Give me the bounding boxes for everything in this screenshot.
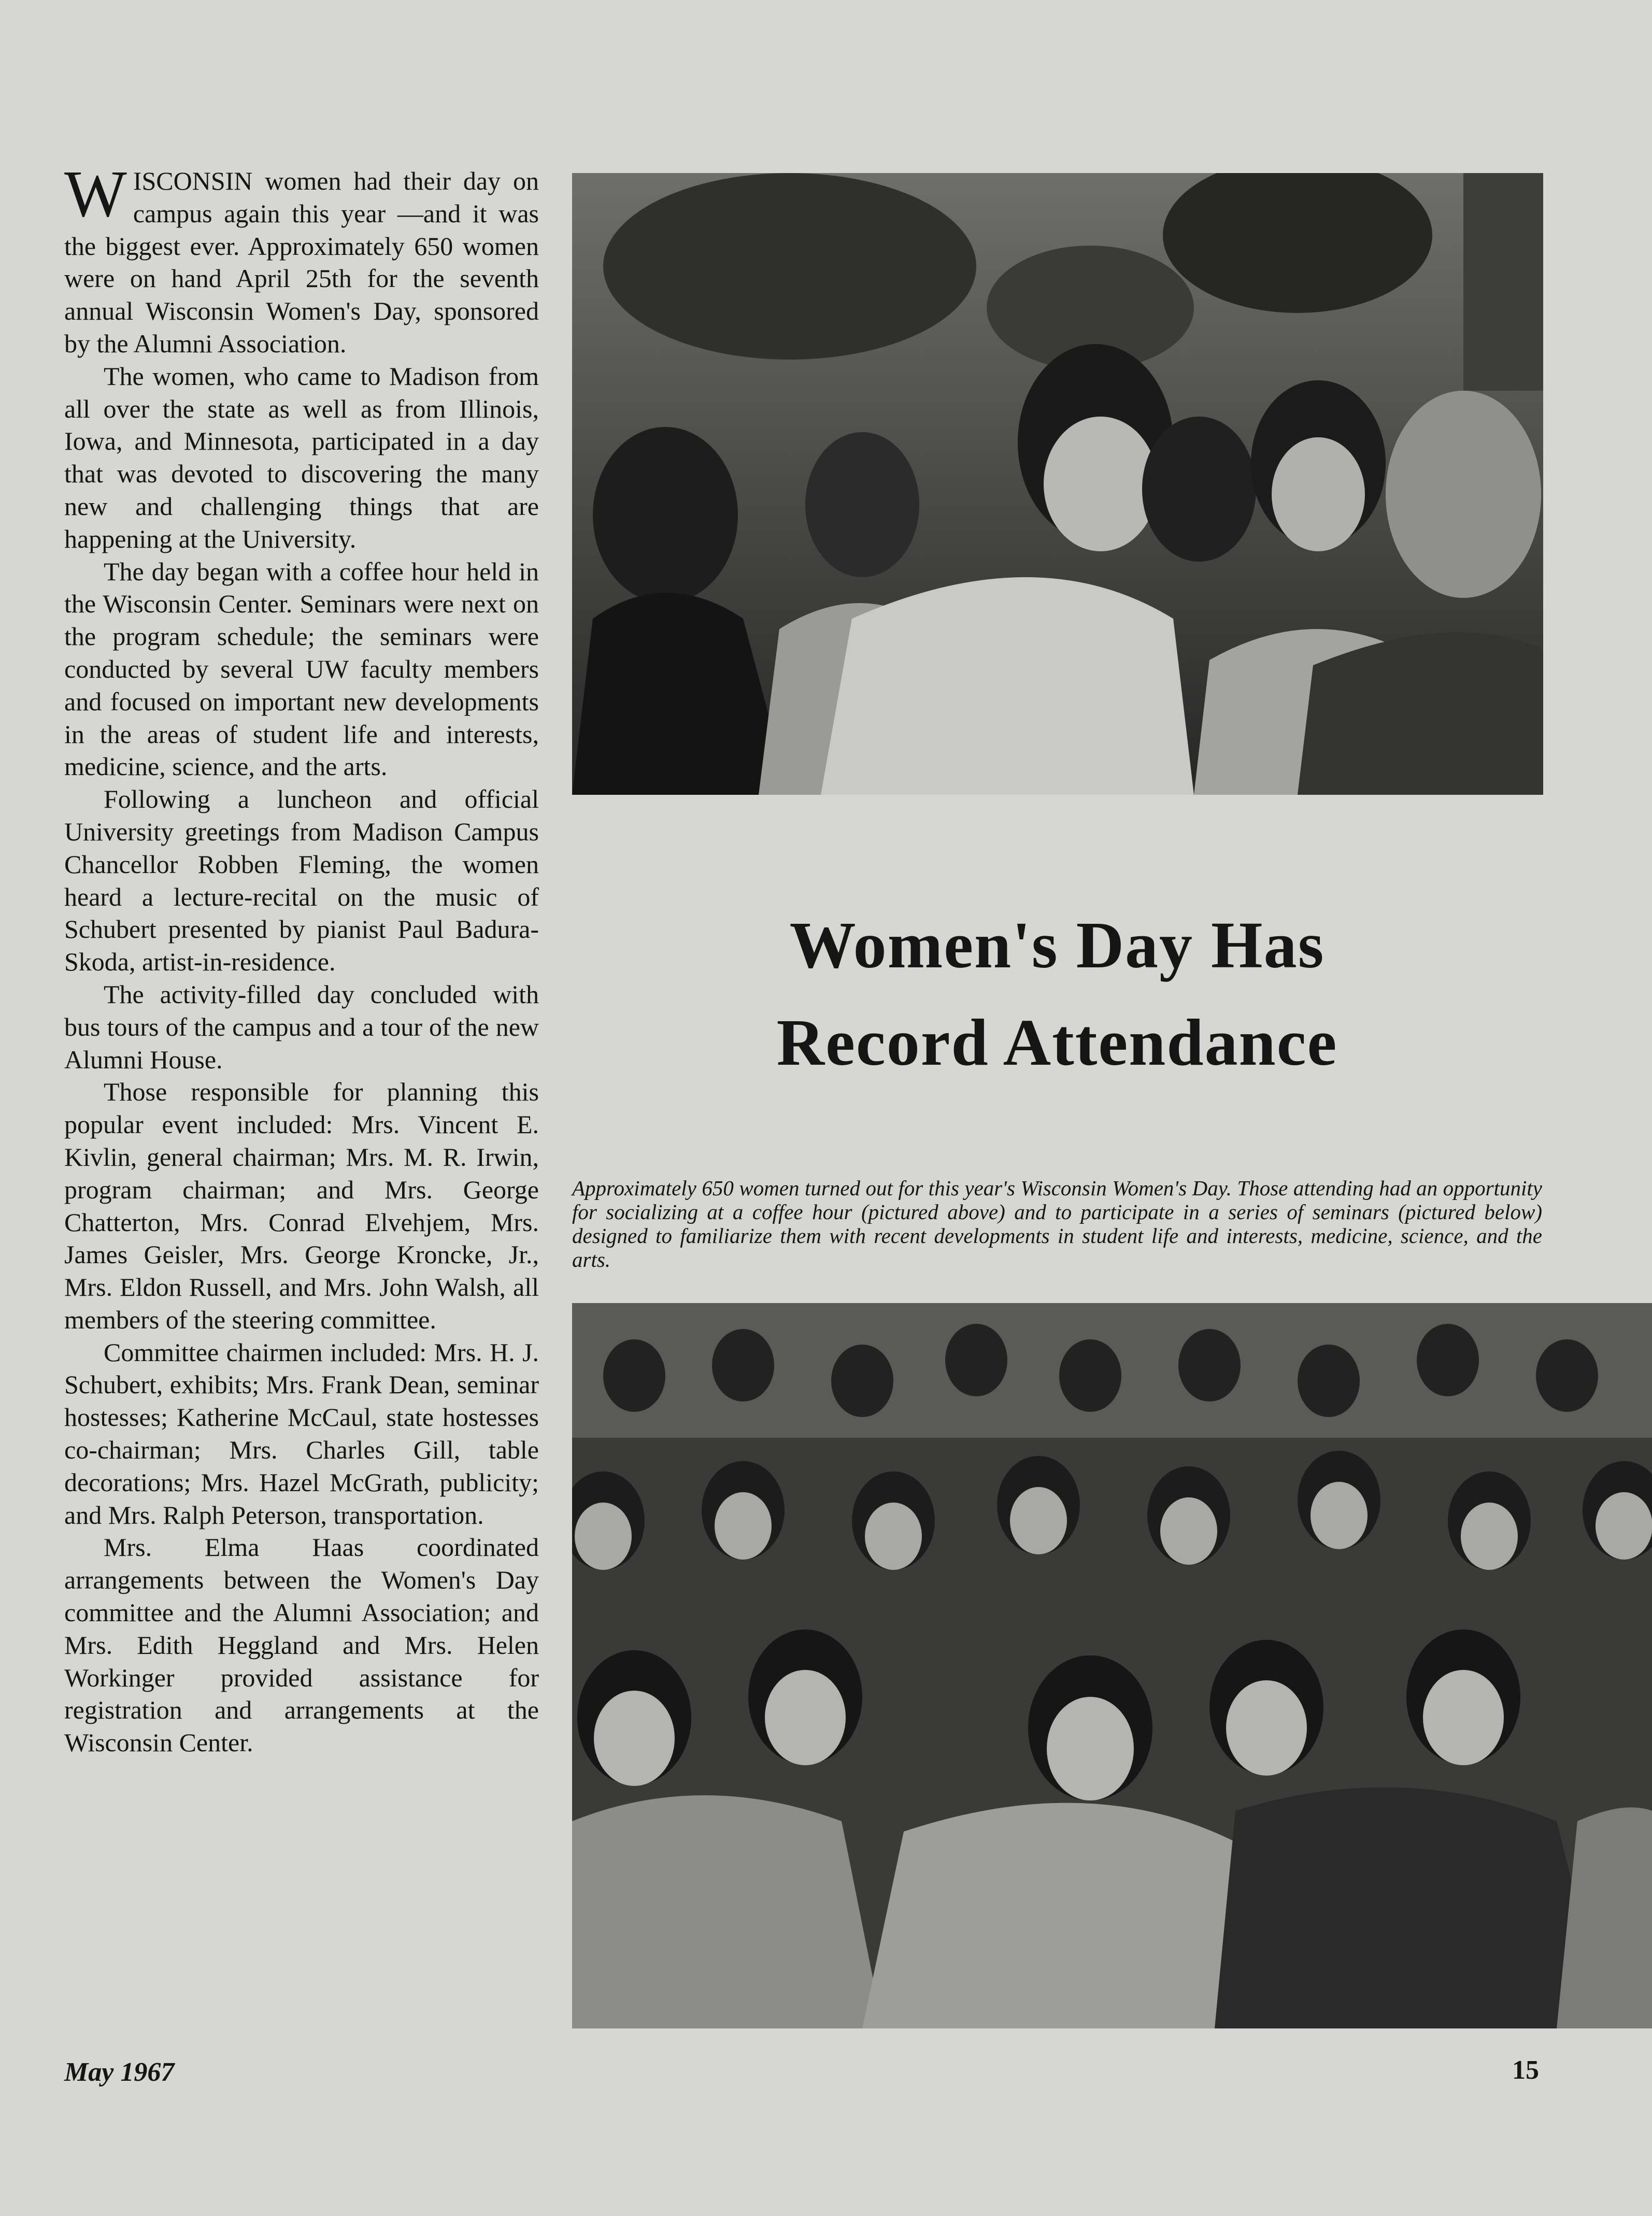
issue-date: May 1967	[64, 2057, 175, 2087]
article-paragraph: The day began with a coffee hour held in the Wisconsin Center. Seminars were next on the program schedule; the seminars were conducted by several UW faculty members and focused on important new developments in the areas of student life and interests, medicine, science, and the arts.	[64, 556, 539, 781]
coffee-hour-photo	[572, 173, 1543, 795]
article-body	[64, 157, 539, 1759]
article-paragraph: WISCONSIN women had their day on campus again this year —and it was the biggest ever. Approximately 650 women were on hand April 25th for the seventh annual Wisconsin Women's Day, sponsored by the Alumni Association.	[64, 157, 539, 358]
seminar-audience-photo	[572, 1303, 1652, 2028]
article-paragraph: The women, who came to Madison from all over the state as well as from Illinois, Iowa, and Minnesota, participated in a day that was devoted to discovering the many new and challenging things that are happening at the University.	[64, 361, 539, 553]
headline-line-2: Record Attendance	[776, 1006, 1338, 1079]
article-paragraph: Committee chairmen included: Mrs. H. J. Schubert, exhibits; Mrs. Frank Dean, seminar hostesses; Katherine McCaul, state hostesses co-chairman; Mrs. Charles Gill, table decorations; Mrs. Hazel McGrath, publicity; and Mrs. Ralph Peterson, transportation.	[64, 1337, 539, 1529]
article-paragraph: Mrs. Elma Haas coordinated arrangements between the Women's Day committee and the Alumni Association; and Mrs. Edith Heggland and Mrs. Helen Workinger provided assistance for registration and arrangements at the Wisconsin Center.	[64, 1533, 539, 1757]
page-number: 15	[1512, 2055, 1539, 2085]
page-headline	[632, 896, 1482, 1091]
photo-caption: Approximately 650 women turned out for this year's Wisconsin Women's Day. Those attending had an opportunity for socializing at a coffee hour (pictured above) and to participate in a series of seminars (pictured below) designed to familiarize them with recent developments in student life and interests, medicine, science, and the arts.	[572, 1176, 1542, 1271]
article-paragraph: The activity-filled day concluded with bus tours of the campus and a tour of the new Alumni House.	[64, 979, 539, 1074]
headline-line-1: Women's Day Has	[789, 908, 1325, 982]
article-paragraph: Following a luncheon and official University greetings from Madison Campus Chancellor Robben Fleming, the women heard a lecture-recital on the music of Schubert presented by pianist Paul Badura-Skoda, artist-in-residence.	[64, 784, 539, 977]
article-paragraph: Those responsible for planning this popular event included: Mrs. Vincent E. Kivlin, general chairman; Mrs. M. R. Irwin, program chairman; and Mrs. George Chatterton, Mrs. Conrad Elvehjem, Mrs. James Geisler, Mrs. George Kroncke, Jr., Mrs. Eldon Russell, and Mrs. John Walsh, all members of the steering committee.	[64, 1077, 539, 1334]
drop-cap: W	[64, 157, 127, 231]
